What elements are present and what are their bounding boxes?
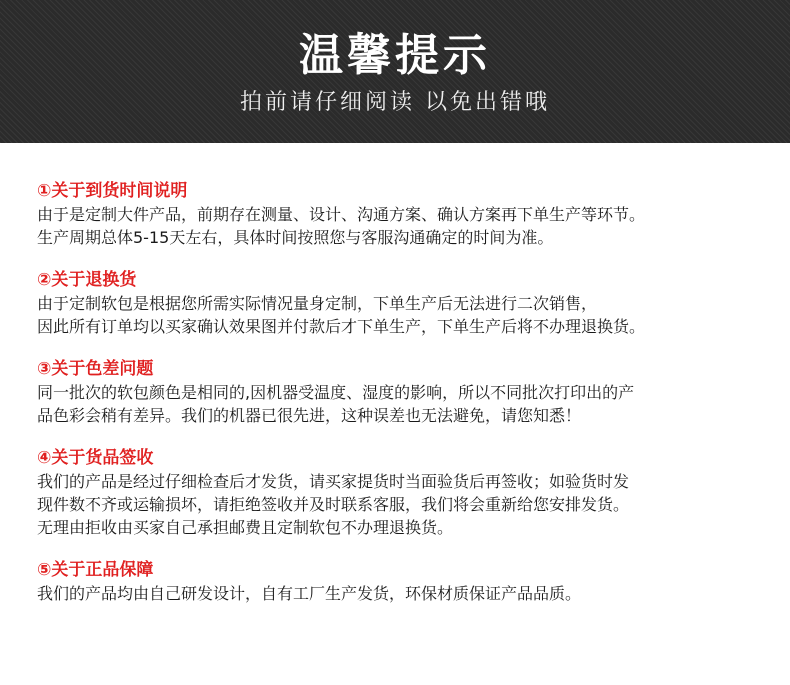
section-title: ①关于到货时间说明 xyxy=(37,181,188,201)
section-delivery-time xyxy=(37,180,767,249)
section-returns xyxy=(37,269,767,338)
page-subtitle: 拍前请仔细阅读 以免出错哦 xyxy=(240,90,550,115)
section-text: 因此所有订单均以买家确认效果图并付款后才下单生产，下单生产后将不办理退换货。 xyxy=(37,317,646,336)
section-text: 同一批次的软包颜色是相同的,因机器受温度、湿度的影响，所以不同批次打印出的产 xyxy=(37,383,635,402)
notice-content xyxy=(37,180,767,625)
section-text: 生产周期总体5-15天左右，具体时间按照您与客服沟通确定的时间为准。 xyxy=(37,228,554,247)
section-text: 我们的产品是经过仔细检查后才发货，请买家提货时当面验货后再签收；如验货时发 xyxy=(37,472,630,491)
section-text: 无理由拒收由买家自己承担邮费且定制软包不办理退换货。 xyxy=(37,518,454,537)
section-text: 我们的产品均由自己研发设计，自有工厂生产发货，环保材质保证产品品质。 xyxy=(37,584,582,603)
section-title: ④关于货品签收 xyxy=(37,448,154,468)
section-text: 品色彩会稍有差异。我们的机器已很先进，这种误差也无法避免，请您知悉！ xyxy=(37,406,582,425)
section-receipt xyxy=(37,447,767,539)
section-text: 现件数不齐或运输损坏，请拒绝签收并及时联系客服，我们将会重新给您安排发货。 xyxy=(37,495,630,514)
section-title: ③关于色差问题 xyxy=(37,359,154,379)
section-title: ②关于退换货 xyxy=(37,270,137,290)
section-authenticity xyxy=(37,559,767,605)
section-title: ⑤关于正品保障 xyxy=(37,560,154,580)
section-text: 由于是定制大件产品，前期存在测量、设计、沟通方案、确认方案再下单生产等环节。 xyxy=(37,205,646,224)
page-title: 温馨提示 xyxy=(299,30,491,81)
section-color-difference xyxy=(37,358,767,427)
header-banner xyxy=(0,0,790,143)
section-text: 由于定制软包是根据您所需实际情况量身定制，下单生产后无法进行二次销售， xyxy=(37,294,598,313)
